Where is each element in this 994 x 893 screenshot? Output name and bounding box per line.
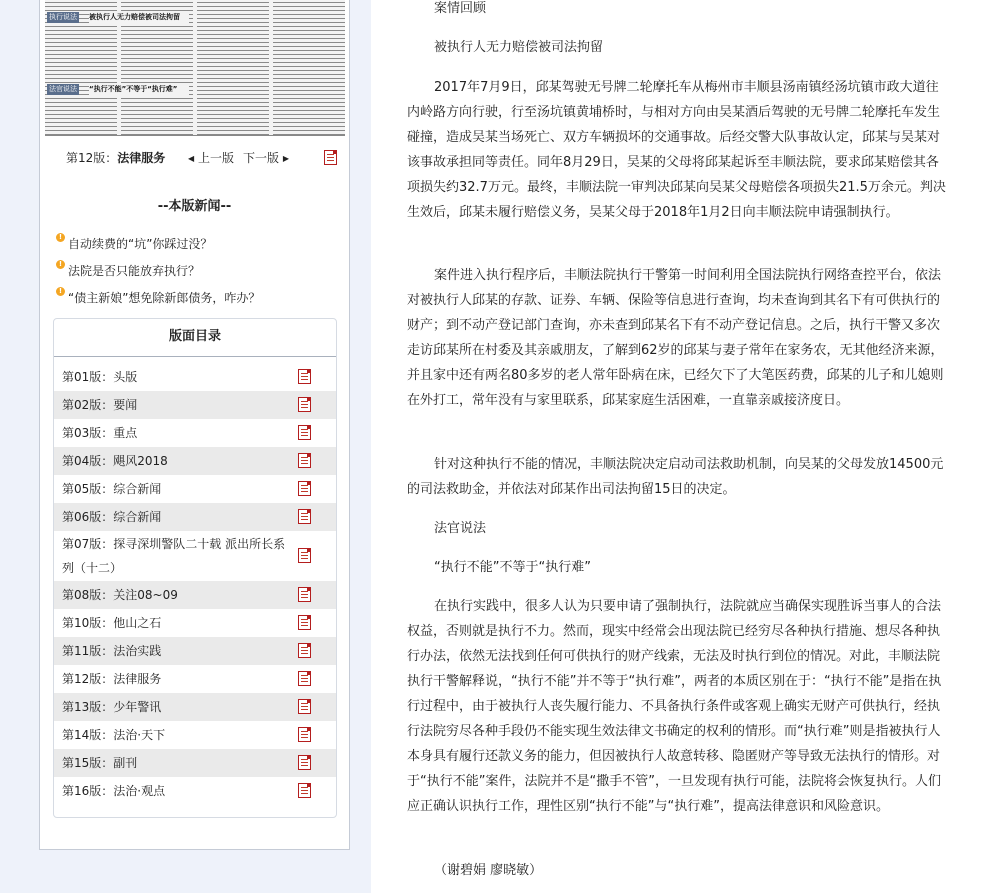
page-directory xyxy=(53,318,337,818)
pdf-icon[interactable] xyxy=(298,369,311,384)
directory-item[interactable] xyxy=(54,665,336,693)
directory-item-label: 第13版：少年警讯 xyxy=(62,700,162,714)
directory-item[interactable] xyxy=(54,475,336,503)
pdf-icon[interactable] xyxy=(298,453,311,468)
directory-item[interactable] xyxy=(54,693,336,721)
next-page-button[interactable] xyxy=(243,148,289,169)
prev-page-label: 上一版 xyxy=(197,151,234,165)
section-heading: 法官说法 xyxy=(434,521,487,536)
pdf-icon[interactable] xyxy=(298,699,311,714)
pdf-icon[interactable] xyxy=(298,643,311,658)
pdf-icon[interactable] xyxy=(298,755,311,770)
directory-item[interactable] xyxy=(54,749,336,777)
directory-item[interactable] xyxy=(54,637,336,665)
news-item[interactable] xyxy=(56,234,260,261)
next-page-label: 下一版 xyxy=(243,151,280,165)
thumbnail-headline: “执行不能”不等于“执行难” xyxy=(89,84,189,95)
directory-item-label: 第06版：综合新闻 xyxy=(62,510,162,524)
triangle-right-icon: ▶ xyxy=(282,154,289,163)
pdf-icon[interactable] xyxy=(298,509,311,524)
directory-item[interactable] xyxy=(54,419,336,447)
directory-item-label: 第11版：法治实践 xyxy=(62,644,162,658)
thumbnail-headline: 被执行人无力赔偿被司法拘留 xyxy=(89,12,189,23)
directory-item-label: 第05版：综合新闻 xyxy=(62,482,162,496)
directory-item-label: 第01版：头版 xyxy=(62,370,138,384)
article-paragraph: 针对这种执行不能的情况，丰顺法院决定启动司法救助机制，向吴某的父母发放14500元的司法救助金，并依法对邱某作出司法拘留15日的决定。 xyxy=(407,457,944,497)
pdf-icon[interactable] xyxy=(298,425,311,440)
pdf-icon[interactable] xyxy=(298,587,311,602)
directory-item-label: 第04版：飓风2018 xyxy=(62,454,168,468)
thumbnail-column xyxy=(197,0,269,135)
directory-list xyxy=(54,363,336,805)
news-item-label: “债主新娘”想免除新郎债务，咋办？ xyxy=(68,291,261,305)
directory-item-label: 第07版：探寻深圳警队二十载 派出所长系列（十二） xyxy=(62,537,286,575)
directory-item-label: 第14版：法治·天下 xyxy=(62,728,166,742)
article-byline: （谢碧娟 廖晓敏） xyxy=(434,863,543,878)
pdf-icon[interactable] xyxy=(298,548,311,563)
directory-item[interactable] xyxy=(54,531,336,581)
page-prefix: 第12版： xyxy=(66,151,118,165)
triangle-left-icon: ◀ xyxy=(188,154,195,163)
current-page-label xyxy=(66,148,165,168)
directory-item[interactable] xyxy=(54,363,336,391)
directory-item[interactable] xyxy=(54,609,336,637)
article-paragraph: 在执行实践中，很多人认为只要申请了强制执行，法院就应当确保实现胜诉当事人的合法权益，否则就是执行不力。然而，现实中经常会出现法院已经穷尽各种执行措施、想尽各种执行办法，依然无法找到任何可供执行的财产线索，无法及时执行到位的情况。对此，丰顺法院执行干警解释说，“执行不能”并不等于“执行难”，两者的本质区别在于：“执行不能”是指在执行过程中，由于被执行人丧失履行能力、不具备执行条件或客观上确实无财产可供执行，经执行法院穷尽各种手段仍不能实现生效法律文书确定的权利的情形。而“执行难”则是指被执行人本身具有履行还款义务的能力，但因被执行人故意转移、隐匿财产等导致无法执行的情形。对于“执行不能”案件，法院并不是“撒手不管”，一旦发现有执行可能，法院将会恢复执行。人们应正确认识执行工作，理性区别“执行不能”与“执行难”，提高法律意识和风险意识。 xyxy=(407,599,942,814)
directory-item[interactable] xyxy=(54,447,336,475)
article-paragraph: 2017年7月9日，邱某驾驶无号牌二轮摩托车从梅州市丰顺县汤南镇经汤坑镇市政大道往内岭路方向行驶，行至汤坑镇黄埔桥时，与相对方向由吴某酒后驾驶的无号牌二轮摩托车发生碰撞，造成吴某当场死亡、双方车辆损坏的交通事故。后经交警大队事故认定，邱某与吴某对该事故承担同等责任。同年8月29日，吴某的父母将邱某起诉至丰顺法院，要求邱某赔偿其各项损失约32.7万元。最终，丰顺法院一审判决邱某向吴某父母赔偿各项损失21.5万余元。判决生效后，邱某未履行赔偿义务，吴某父母于2018年1月2日向丰顺法院申请强制执行。 xyxy=(407,80,946,220)
news-section-title: --本版新闻-- xyxy=(157,199,232,214)
directory-item[interactable] xyxy=(54,391,336,419)
pdf-icon[interactable] xyxy=(298,671,311,686)
pdf-icon[interactable] xyxy=(324,150,337,165)
directory-item[interactable] xyxy=(54,777,336,805)
thumbnail-tag: 法官说法 xyxy=(49,85,77,93)
directory-item[interactable] xyxy=(54,503,336,531)
info-bullet-icon: ! xyxy=(56,233,65,242)
directory-item[interactable] xyxy=(54,721,336,749)
section-heading: 案情回顾 xyxy=(434,1,487,16)
news-item[interactable] xyxy=(56,288,260,315)
directory-item-label: 第08版：关注08~09 xyxy=(62,588,178,602)
article-subheading: “执行不能”不等于“执行难” xyxy=(434,560,591,575)
pdf-icon[interactable] xyxy=(298,727,311,742)
article-subheading: 被执行人无力赔偿被司法拘留 xyxy=(434,40,604,55)
info-bullet-icon: ! xyxy=(56,260,65,269)
directory-item-label: 第15版：副刊 xyxy=(62,756,138,770)
directory-item-label: 第02版：要闻 xyxy=(62,398,138,412)
article-paragraph: 案件进入执行程序后，丰顺法院执行干警第一时间利用全国法院执行网络查控平台，依法对被执行人邱某的存款、证券、车辆、保险等信息进行查询，均未查询到其名下有可供执行的财产；到不动产登记部门查询，亦未查到邱某名下有不动产登记信息。之后，执行干警又多次走访邱某所在村委及其亲戚朋友，了解到62岁的邱某与妻子常年在家务农，无其他经济来源，并且家中还有两名80多岁的老人常年卧病在床，已经欠下了大笔医药费，邱某的儿子和儿媳则在外打工，常年没有与家里联系，邱某家庭生活困难，一直靠亲戚接济度日。 xyxy=(407,268,944,408)
directory-title: 版面目录 xyxy=(54,319,336,357)
pdf-icon[interactable] xyxy=(298,615,311,630)
thumbnail-column xyxy=(273,0,345,135)
news-item-label: 自动续费的“坑”你踩过没？ xyxy=(68,237,213,251)
prev-page-button[interactable] xyxy=(188,148,234,169)
pdf-icon[interactable] xyxy=(298,481,311,496)
news-item[interactable] xyxy=(56,261,260,288)
directory-item[interactable] xyxy=(54,581,336,609)
page-name: 法律服务 xyxy=(117,151,166,165)
info-bullet-icon: ! xyxy=(56,287,65,296)
pdf-icon[interactable] xyxy=(298,783,311,798)
pdf-icon[interactable] xyxy=(298,397,311,412)
directory-item-label: 第16版：法治·观点 xyxy=(62,784,166,798)
news-list xyxy=(56,234,260,315)
page-navigator xyxy=(40,148,349,168)
directory-item-label: 第12版：法律服务 xyxy=(62,672,162,686)
directory-item-label: 第10版：他山之石 xyxy=(62,616,162,630)
page-thumbnail[interactable] xyxy=(45,0,345,136)
news-item-label: 法院是否只能放弃执行？ xyxy=(68,264,201,278)
sidebar xyxy=(39,0,350,850)
thumbnail-tag: 执行说法 xyxy=(49,13,77,21)
directory-item-label: 第03版：重点 xyxy=(62,426,138,440)
